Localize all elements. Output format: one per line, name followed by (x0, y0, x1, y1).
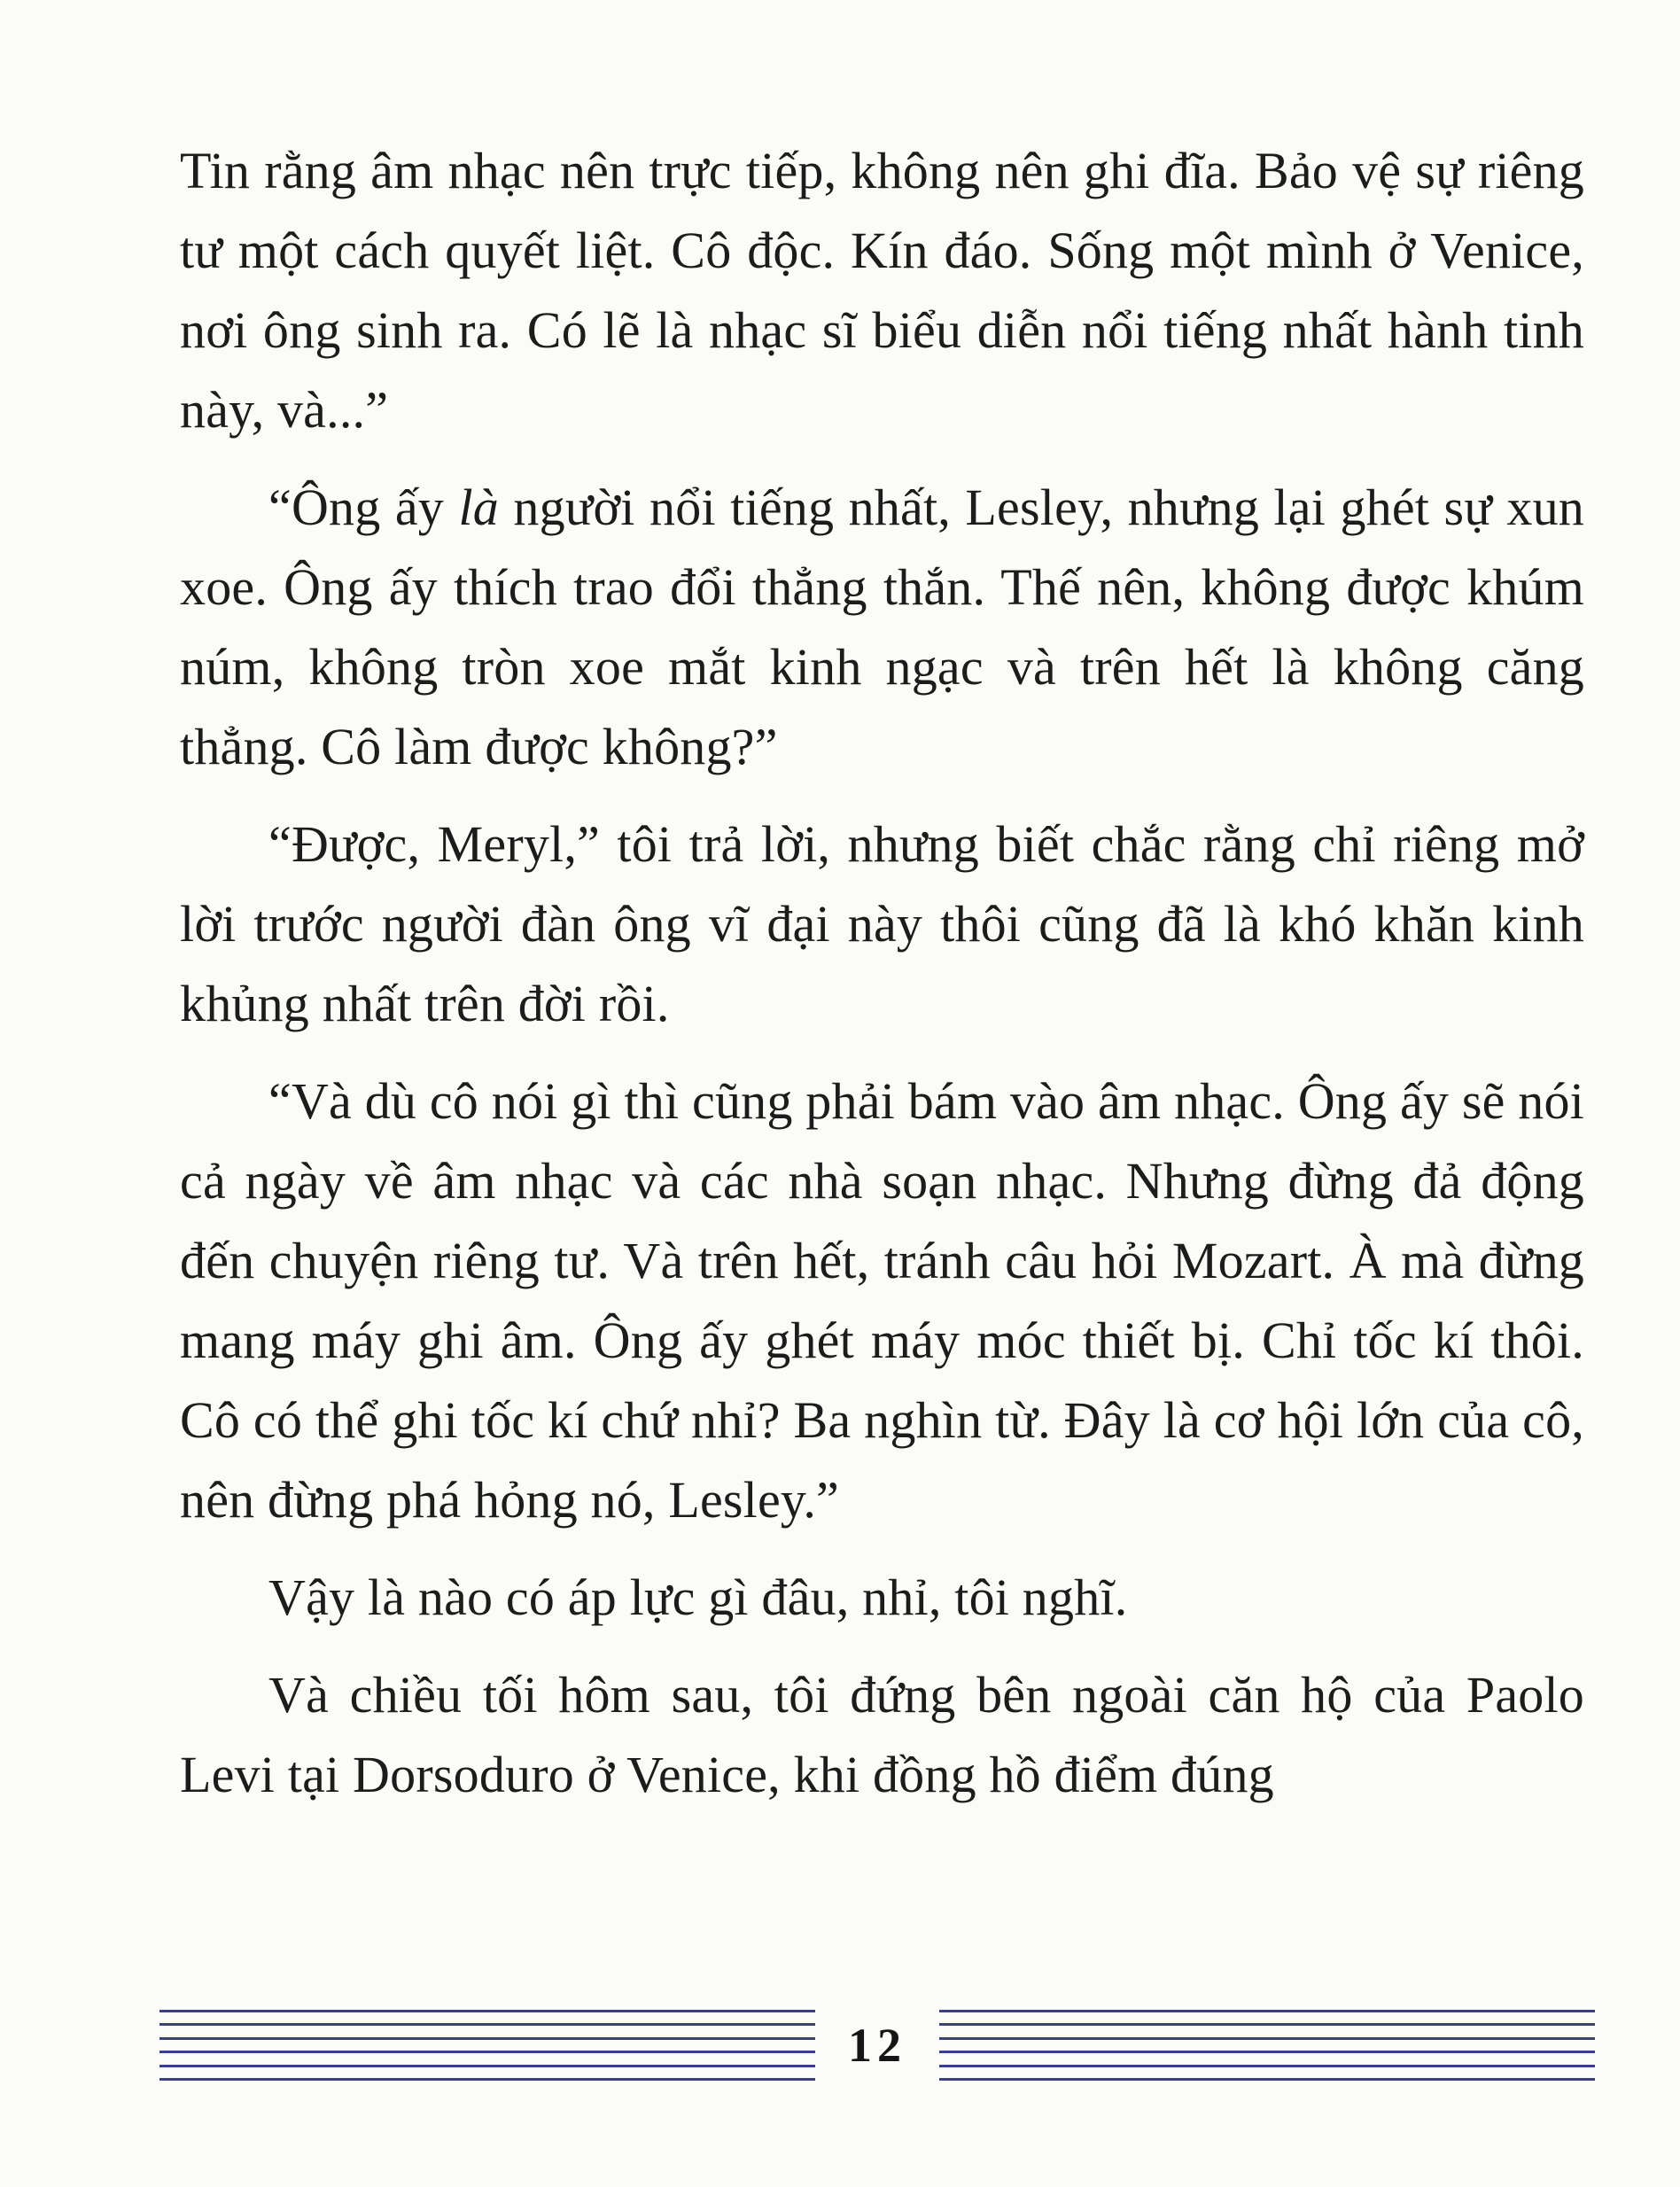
paragraph-text: Vậy là nào có áp lực gì đâu, nhỉ, tôi nghĩ. (268, 1568, 1128, 1626)
footer-rule-line (939, 2065, 1595, 2067)
footer-rule-line (159, 2037, 815, 2040)
footer-rule-line (159, 2023, 815, 2026)
footer-rule-line (159, 2051, 815, 2053)
footer-rule-line (939, 2010, 1595, 2012)
paragraph (180, 1558, 1584, 1638)
paragraph (180, 1655, 1584, 1815)
paragraph-text: Và chiều tối hôm sau, tôi đứng bên ngoài căn hộ của Paolo Levi tại Dorsoduro ở Venice, khi đồng hồ điểm đúng (180, 1666, 1584, 1803)
italic-text: là (458, 479, 499, 536)
footer-rule-line (939, 2078, 1595, 2081)
footer-rule-line (939, 2037, 1595, 2040)
footer-rule-line (159, 2010, 815, 2012)
footer-rule-left (159, 2010, 815, 2081)
page-footer (159, 2010, 1595, 2081)
footer-rule-right (939, 2010, 1595, 2081)
footer-rule-line (159, 2078, 815, 2081)
page-number: 12 (848, 2019, 906, 2072)
paragraph-text: “Được, Meryl,” tôi trả lời, nhưng biết chắc rằng chỉ riêng mở lời trước người đàn ông vĩ đại này thôi cũng đã là khó khăn kinh khủng nhất trên đời rồi. (180, 815, 1584, 1032)
paragraph (180, 1062, 1584, 1540)
paragraph-text: “Ông ấy (268, 479, 459, 536)
footer-rule-line (939, 2051, 1595, 2053)
paragraph-text: người nổi tiếng nhất, Lesley, nhưng lại ghét sự xun xoe. Ông ấy thích trao đổi thẳng thắn. Thế nên, không được khúm núm, không tròn xoe mắt kinh ngạc và trên hết là không căng thẳng. Cô làm được không?” (180, 479, 1584, 775)
body-text (180, 131, 1584, 1833)
paragraph (180, 468, 1584, 787)
footer-rule-line (939, 2023, 1595, 2026)
footer-rule-line (159, 2065, 815, 2067)
paragraph-text: “Và dù cô nói gì thì cũng phải bám vào âm nhạc. Ông ấy sẽ nói cả ngày về âm nhạc và các nhà soạn nhạc. Nhưng đừng đả động đến chuyện riêng tư. Và trên hết, tránh câu hỏi Mozart. À mà đừng mang máy ghi âm. Ông ấy ghét máy móc thiết bị. Chỉ tốc kí thôi. Cô có thể ghi tốc kí chứ nhỉ? Ba nghìn từ. Đây là cơ hội lớn của cô, nên đừng phá hỏng nó, Lesley.” (180, 1072, 1584, 1529)
paragraph (180, 131, 1584, 450)
paragraph-text: Tin rằng âm nhạc nên trực tiếp, không nên ghi đĩa. Bảo vệ sự riêng tư một cách quyết liệt. Cô độc. Kín đáo. Sống một mình ở Venice, nơi ông sinh ra. Có lẽ là nhạc sĩ biểu diễn nổi tiếng nhất hành tinh này, và...” (180, 142, 1584, 439)
paragraph (180, 805, 1584, 1044)
